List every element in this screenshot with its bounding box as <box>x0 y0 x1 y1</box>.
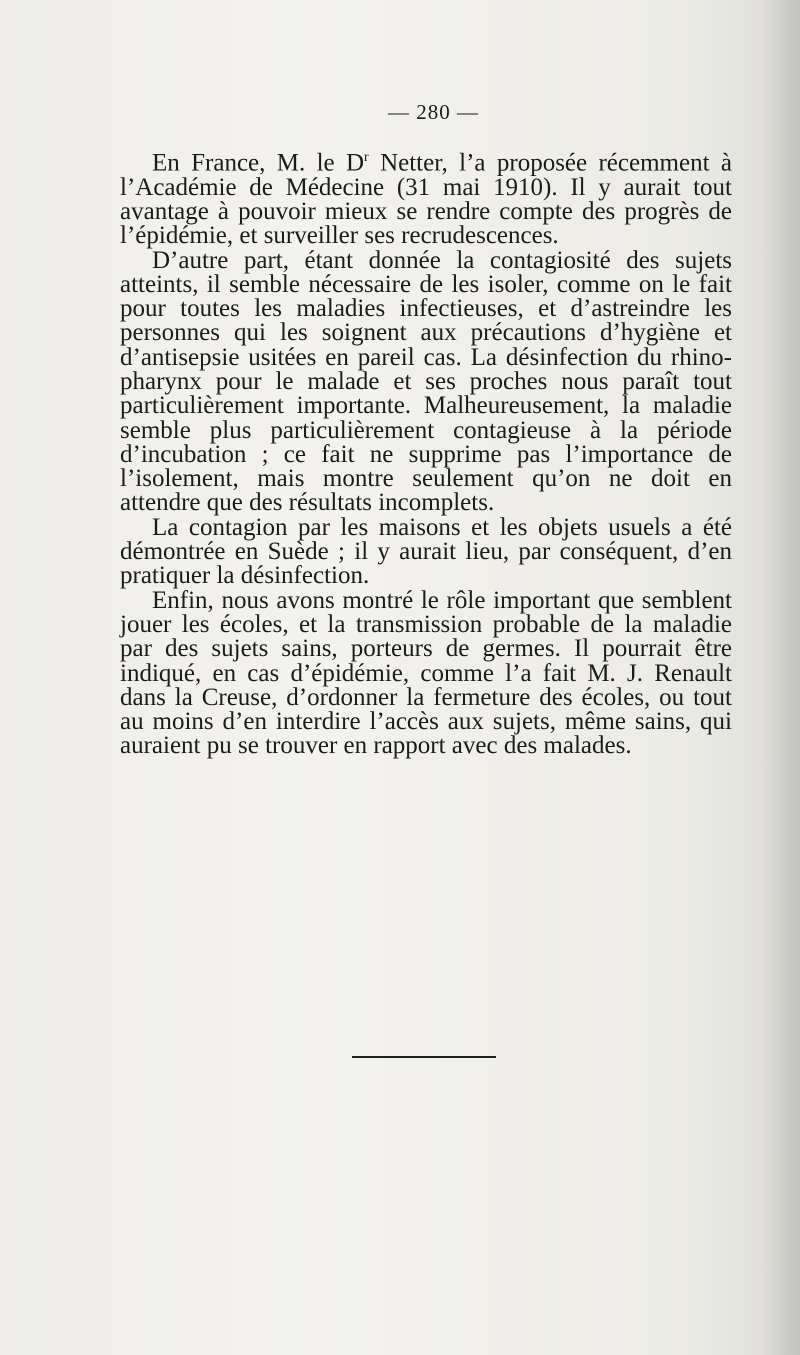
paragraph-1 <box>120 146 732 249</box>
paragraph-4: Enfin, nous avons montré le rôle important que semblent jouer les écoles, et la transmission probable de la maladie par des sujets sains, porteurs de germes. Il pourrait être indiqué, en cas d’épidémie, comme l’a fait M. J. Renault dans la Creuse, d’ordonner la fermeture des écoles, ou tout au moins d’en interdire l’accès aux sujets, même sains, qui auraient pu se trouver en rapport avec des malades. <box>120 586 732 760</box>
paragraph-2: D’autre part, étant donnée la contagiosité des sujets atteints, il semble nécessaire de les isoler, comme on le fait pour toutes les maladies infectieuses, et d’astreindre les personnes qui les soignent aux précautions d’hygiène et d’antisepsie usitées en pareil cas. La désinfection du rhino-pharynx pour le malade et ses proches nous paraît tout particulièrement importante. Malheureusement, la maladie semble plus particulièrement contagieuse à la période d’incubation ; ce fait ne supprime pas l’importance de l’isolement, mais montre seulement qu’on ne doit en attendre que des résultats incomplets. <box>120 246 732 517</box>
paragraph-1-rest: Netter, l’a proposée récemment à l’Académie de Médecine (31 mai 1910). Il y aurait tout avantage à pouvoir mieux se rendre compte des progrès de l’épidémie, et surveiller ses recrudescences. <box>120 149 732 250</box>
page-number: — 280 — <box>388 100 479 124</box>
paragraph-1-start: En France, M. le D <box>152 149 365 177</box>
paragraph-3: La contagion par les maisons et les objets usuels a été démontrée en Suède ; il y aurait lieu, par conséquent, d’en pratiquer la désinfection. <box>120 513 732 590</box>
page-edge-shadow <box>760 0 800 1355</box>
horizontal-rule <box>352 1056 496 1058</box>
body-text <box>120 146 732 759</box>
superscript-r: r <box>364 150 369 165</box>
